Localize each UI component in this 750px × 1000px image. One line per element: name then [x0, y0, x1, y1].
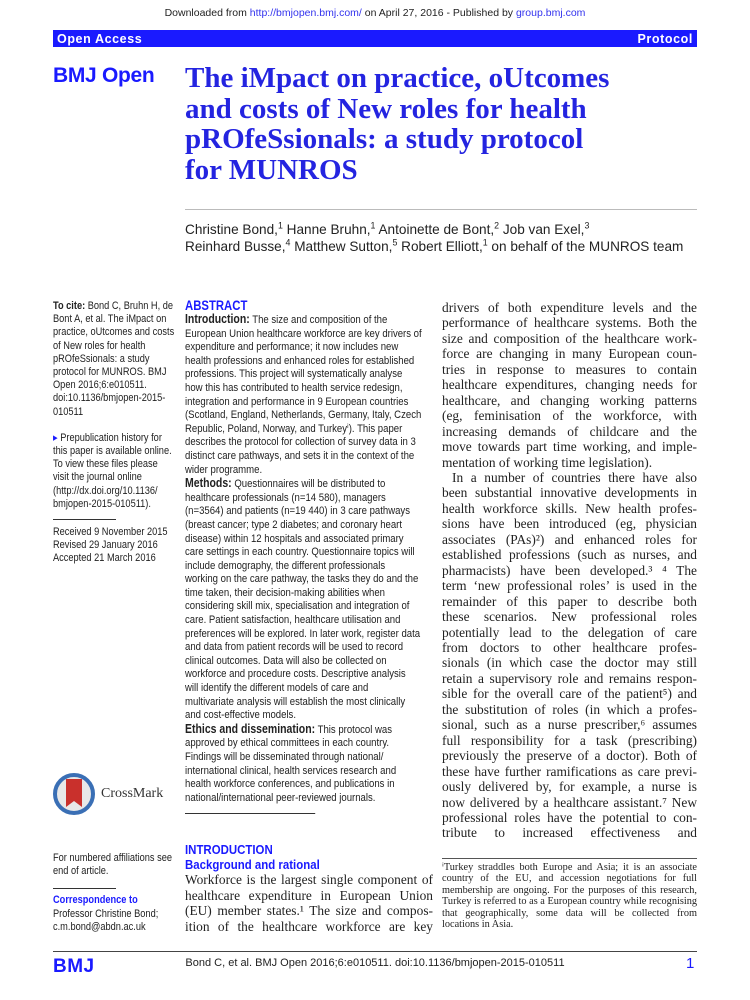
prepub-line — [53, 432, 174, 445]
affiliation-number: 1 — [370, 220, 376, 231]
divider — [185, 813, 315, 814]
open-access-label: Open Access — [57, 31, 143, 46]
body-line: move towards part time working, and imple- — [442, 439, 697, 455]
cite-text: practice, oUtcomes and costs — [53, 326, 175, 339]
download-notice — [0, 7, 750, 19]
abstract-line — [185, 505, 422, 519]
body-line: sionals (in which case the doctor may still — [442, 655, 697, 671]
abstract-text: (breast cancer; type 2 diabetes; and coronary heart — [185, 518, 403, 531]
cite-text: Open 2016;6:e010511. — [53, 379, 147, 392]
abstract-line — [185, 682, 422, 696]
footnote-divider — [442, 858, 697, 859]
bmj-logo: BMJ — [53, 956, 95, 977]
abstract-text: The size and composition of the — [249, 314, 388, 326]
bmj-open-logo: BMJ Open — [53, 64, 155, 87]
correspondence-email[interactable]: c.m.bond@abdn.ac.uk — [53, 920, 146, 933]
body-line: established professions (such as nurses, and — [442, 547, 697, 563]
body-line: been substantial innovative developments in — [442, 485, 697, 501]
abstract-line — [185, 313, 422, 328]
author-name: Robert Elliott, — [397, 239, 483, 254]
journal-url-link[interactable]: http://bmjopen.bmj.com/ — [249, 7, 362, 19]
author-name: Christine Bond, — [185, 222, 278, 237]
abstract-text: health professions and enhanced roles for established — [185, 354, 415, 367]
abstract-text: Questionnaires will be distributed to — [231, 478, 386, 491]
body-line: now delivered by a healthcare assistant.⁷ New — [442, 794, 697, 810]
author-name: Antoinette de Bont, — [375, 222, 495, 237]
date-line: Accepted 21 March 2016 — [53, 552, 156, 565]
abstract-section-label: Ethics and dissemination: — [185, 721, 316, 736]
abstract-text: how this has contributed to health service redesign, — [185, 381, 403, 394]
cite-text: doi:10.1136/bmjopen-2015- — [53, 392, 166, 405]
sidebar — [53, 300, 197, 566]
abstract-line — [185, 477, 422, 492]
prepub-line — [53, 445, 174, 458]
abstract-line — [185, 368, 422, 382]
section-banner — [53, 30, 697, 47]
abstract-text: European Union healthcare workforce are key drivers of — [185, 327, 422, 340]
abstract-text: and cost-effective models. — [185, 709, 296, 722]
body-line: these scenarios. New professional roles — [442, 609, 697, 625]
abstract-text: working on the care pathway, the tasks they do and the — [185, 573, 419, 586]
abstract-line — [185, 696, 422, 710]
body-line: force are changing in many European coun- — [442, 346, 697, 362]
cite-line — [53, 379, 174, 392]
introduction-body — [185, 872, 433, 934]
divider — [53, 888, 116, 889]
footer-divider — [53, 951, 697, 952]
cite-text: Bont A, et al. The iMpact on — [53, 313, 167, 326]
author-name: on behalf of the MUNROS team — [487, 239, 684, 254]
body-line: healthcare expenditures, changing needs for — [442, 377, 697, 393]
body-line: associates (PAs)²) and enhanced roles for — [442, 531, 697, 547]
abstract-text: health workforce conferences, and publications in — [185, 778, 395, 791]
body-line: (eg, feminisation of the workforce, with — [442, 408, 697, 424]
abstract-text: and data from patient records will be used to record — [185, 641, 404, 654]
prepub-text: bmjopen-2015-010511). — [53, 497, 151, 510]
author-name: Matthew Sutton, — [290, 239, 393, 254]
download-middle: on April 27, 2016 - Published by — [361, 7, 516, 19]
abstract-text: multivariate analysis will establish the most clinically — [185, 695, 406, 708]
abstract-text: Republic, Poland, Norway, and Turkeyⁱ). This paper — [185, 422, 403, 435]
body-line: pharmacists) have been developed.³ ⁴ The — [442, 562, 697, 578]
abstract-text: integration and performance in 9 European countries — [185, 395, 409, 408]
abstract-text: healthcare professionals (n=14 580), managers — [185, 491, 386, 504]
footnote: ⁱTurkey straddles both Europe and Asia; it is an associate country of the EU, and accession negotiations for full membership are ongoing. For the purposes of this research, Turkey is referred to as a European country while recognising that geographically, some data will be collected from locations in Asia. — [442, 862, 697, 931]
body-line: professional roles have the potential to con- — [442, 809, 697, 825]
body-line: full responsibility for a task (prescribing) — [442, 732, 697, 748]
abstract-text: distinct care pathways, and sets it in the context of the — [185, 449, 415, 462]
body-line: from doctors to other healthcare profes- — [442, 639, 697, 655]
body-line: the substitution of roles (in which a profes- — [442, 701, 697, 717]
abstract-line — [185, 464, 422, 478]
intro-line: (EU) member states.¹ The size and compos- — [185, 903, 433, 918]
author-name: Reinhard Busse, — [185, 239, 286, 254]
body-line: increasing demands of childcare and the — [442, 423, 697, 439]
abstract-line — [185, 382, 422, 396]
abstract-line — [185, 573, 422, 587]
correspondence-label: Correspondence to — [53, 894, 138, 907]
abstract-text: This protocol was — [315, 723, 393, 736]
prepub-line — [53, 471, 174, 484]
dates-block — [53, 526, 174, 566]
body-line: performance of healthcare systems. Both the — [442, 315, 697, 331]
prepub-text: To view these files please — [53, 458, 158, 471]
abstract-text: wider programme. — [185, 463, 263, 476]
body-line: healthcare, and changing working patterns — [442, 392, 697, 408]
abstract-line — [185, 600, 422, 614]
body-line: size and composition of the healthcare work- — [442, 330, 697, 346]
footer-citation: Bond C, et al. BMJ Open 2016;6:e010511. doi:10.1136/bmjopen-2015-010511 — [185, 957, 565, 969]
abstract-text: care settings in each country. Questionnaire topics will — [185, 546, 415, 559]
abstract-text: disease) within 12 hospitals and associated primary — [185, 532, 404, 545]
article-title — [185, 63, 609, 185]
introduction-section — [185, 842, 433, 934]
abstract-text: describes the protocol for collection of survey data in 3 — [185, 436, 416, 449]
body-line: drivers of both expenditure levels and the — [442, 300, 697, 315]
crossmark-label: CrossMark — [101, 786, 164, 801]
body-text-column — [442, 300, 697, 841]
background-subheading: Background and rational — [185, 857, 320, 872]
body-line: term ‘new professional roles’ is used in the — [442, 578, 697, 594]
abstract-line — [185, 655, 422, 669]
body-line: tribute to increased effectiveness and — [442, 825, 697, 841]
intro-line: Workforce is the largest single component of — [185, 872, 433, 887]
abstract-text: include demography, the different professionals — [185, 559, 386, 572]
divider — [53, 519, 116, 520]
body-line: mentation of working time legislation). — [442, 454, 653, 470]
body-line: tries in response to measures to contain — [442, 361, 697, 377]
prepub-text: visit the journal online — [53, 471, 142, 484]
affiliation-text: end of article. — [53, 865, 109, 878]
abstract-line — [185, 723, 422, 738]
body-line: previously the preserve of a doctor). Both of — [442, 748, 697, 764]
author-name: Job van Exel, — [499, 222, 585, 237]
prepub-text: this paper is available online. — [53, 445, 172, 458]
abstract-section-label: Introduction: — [185, 312, 250, 326]
abstract-text: (n=3564) and patients (n=19 440) in 3 care pathways — [185, 505, 411, 518]
correspondence-name: Professor Christine Bond; — [53, 907, 159, 920]
cite-text: of New roles for health — [53, 339, 146, 352]
abstract-body — [185, 313, 422, 805]
author-line — [185, 221, 683, 238]
body-line: these have further ramifications as care previ- — [442, 763, 697, 779]
page-number: 1 — [686, 955, 695, 972]
abstract-line — [185, 355, 422, 369]
affiliation-number: 3 — [584, 220, 590, 231]
title-line: The iMpact on practice, oUtcomes — [185, 62, 610, 94]
abstract-line — [185, 436, 422, 450]
affiliation-number: 5 — [392, 237, 398, 248]
publisher-link[interactable]: group.bmj.com — [515, 7, 586, 19]
divider — [185, 209, 697, 210]
abstract-text: approved by ethical committees in each country. — [185, 737, 390, 750]
body-line: potentially lead to the delegation of care — [442, 624, 697, 640]
author-name: Hanne Bruhn, — [282, 222, 371, 237]
abstract-text: considering skill mix, specialisation and integration of — [185, 600, 410, 613]
abstract-text: expenditure and performance; it now includes new — [185, 341, 399, 354]
abstract-line — [185, 546, 422, 560]
abstract-line — [185, 709, 422, 723]
abstract-line — [185, 778, 422, 792]
body-line: health workforce skills. New health profes- — [442, 500, 697, 516]
abstract-text: will identify the different models of care and — [185, 682, 369, 695]
abstract-section-label: Methods: — [185, 476, 232, 491]
title-line: pROfeSsionals: a study protocol — [185, 123, 584, 155]
abstract-line — [185, 409, 422, 423]
abstract-text: preferences will be explored. In later work, register data — [185, 627, 421, 640]
abstract-heading: ABSTRACT — [185, 298, 248, 313]
author-line — [185, 238, 683, 255]
abstract-text: workforce and procedure costs. Descriptive analysis — [185, 668, 406, 681]
cite-line — [53, 300, 174, 313]
cite-line — [53, 366, 174, 379]
affiliation-text: For numbered affiliations see — [53, 852, 172, 864]
prepub-line — [53, 498, 174, 511]
abstract — [185, 298, 467, 820]
introduction-heading: INTRODUCTION — [185, 842, 273, 857]
date-line: Received 9 November 2015 — [53, 526, 168, 539]
abstract-text: time taken, their decision-making abilities when — [185, 586, 385, 599]
prepub-line — [53, 485, 174, 498]
author-list — [185, 221, 683, 255]
abstract-line — [185, 641, 422, 655]
affiliation-number: 1 — [482, 237, 488, 248]
abstract-text: (Scotland, England, Netherlands, Germany, Italy, Czech — [185, 409, 422, 422]
download-prefix: Downloaded from — [164, 7, 250, 19]
crossmark-badge[interactable] — [53, 773, 163, 815]
affiliation-number: 1 — [277, 220, 283, 231]
abstract-line — [185, 587, 422, 601]
abstract-text: Findings will be disseminated through national/ — [185, 751, 384, 763]
abstract-line — [185, 737, 422, 751]
abstract-line — [185, 396, 422, 410]
body-line: sional, such as a nurse prescriber,⁶ assumes — [442, 717, 697, 733]
abstract-line — [185, 792, 422, 806]
abstract-text: care. Patient satisfaction, healthcare utilisation and — [185, 614, 401, 627]
cite-line — [53, 353, 174, 366]
title-line: and costs of New roles for health — [185, 92, 587, 125]
cite-line — [53, 392, 174, 405]
abstract-line — [185, 751, 422, 765]
abstract-line — [185, 614, 422, 628]
article-type-label: Protocol — [637, 31, 693, 46]
abstract-line — [185, 450, 422, 464]
abstract-line — [185, 533, 422, 547]
abstract-line — [185, 492, 422, 506]
cite-line — [53, 313, 174, 326]
body-line: retain a supervisory role and remains respon- — [442, 670, 697, 686]
body-line: sions have been introduced (eg, physician — [442, 516, 697, 532]
abstract-line — [185, 668, 422, 682]
citation-block — [53, 300, 174, 419]
body-line: ously delivered by, for example, a nurse is — [442, 779, 697, 795]
arrow-icon: ▸ — [53, 431, 61, 444]
intro-line: healthcare expenditure in European Union — [185, 887, 433, 903]
affiliation-number: 4 — [285, 237, 291, 248]
cite-line — [53, 406, 174, 419]
date-line: Revised 29 January 2016 — [53, 539, 158, 552]
body-line: In a number of countries there have also — [452, 469, 697, 485]
intro-line: ition of the healthcare workforce are key — [185, 918, 433, 934]
prepub-text: Prepublication history for — [60, 431, 162, 444]
affiliation-note — [53, 852, 195, 934]
title-line: for MUNROS — [185, 153, 358, 186]
prepub-line — [53, 458, 174, 471]
abstract-line — [185, 341, 422, 355]
crossmark-icon — [53, 773, 95, 815]
abstract-line — [185, 765, 422, 779]
abstract-text: national/international peer-reviewed journals. — [185, 791, 376, 804]
body-line: sible for the overall care of the patient⁵) and — [442, 686, 697, 702]
cite-line — [53, 340, 174, 353]
abstract-text: international clinical, health services research and — [185, 764, 397, 777]
cite-label: To cite: — [53, 300, 86, 312]
abstract-text: professions. This project will systematically analyse — [185, 368, 403, 381]
body-line: remainder of this paper to describe both — [442, 593, 697, 609]
cite-text: protocol for MUNROS. BMJ — [53, 366, 167, 379]
abstract-text: clinical outcomes. Data will also be collected on — [185, 654, 387, 667]
affiliation-number: 2 — [494, 220, 500, 231]
cite-text: Bond C, Bruhn H, de — [85, 300, 174, 312]
prepublication-note[interactable] — [53, 432, 174, 511]
cite-text: pROfeSsionals: a study — [53, 352, 150, 365]
abstract-line — [185, 328, 422, 342]
abstract-line — [185, 519, 422, 533]
abstract-line — [185, 628, 422, 642]
abstract-line — [185, 560, 422, 574]
abstract-line — [185, 423, 422, 437]
cite-line — [53, 326, 174, 339]
prepub-text: (http://dx.doi.org/10.1136/ — [53, 484, 158, 497]
cite-text: 010511 — [53, 405, 84, 418]
